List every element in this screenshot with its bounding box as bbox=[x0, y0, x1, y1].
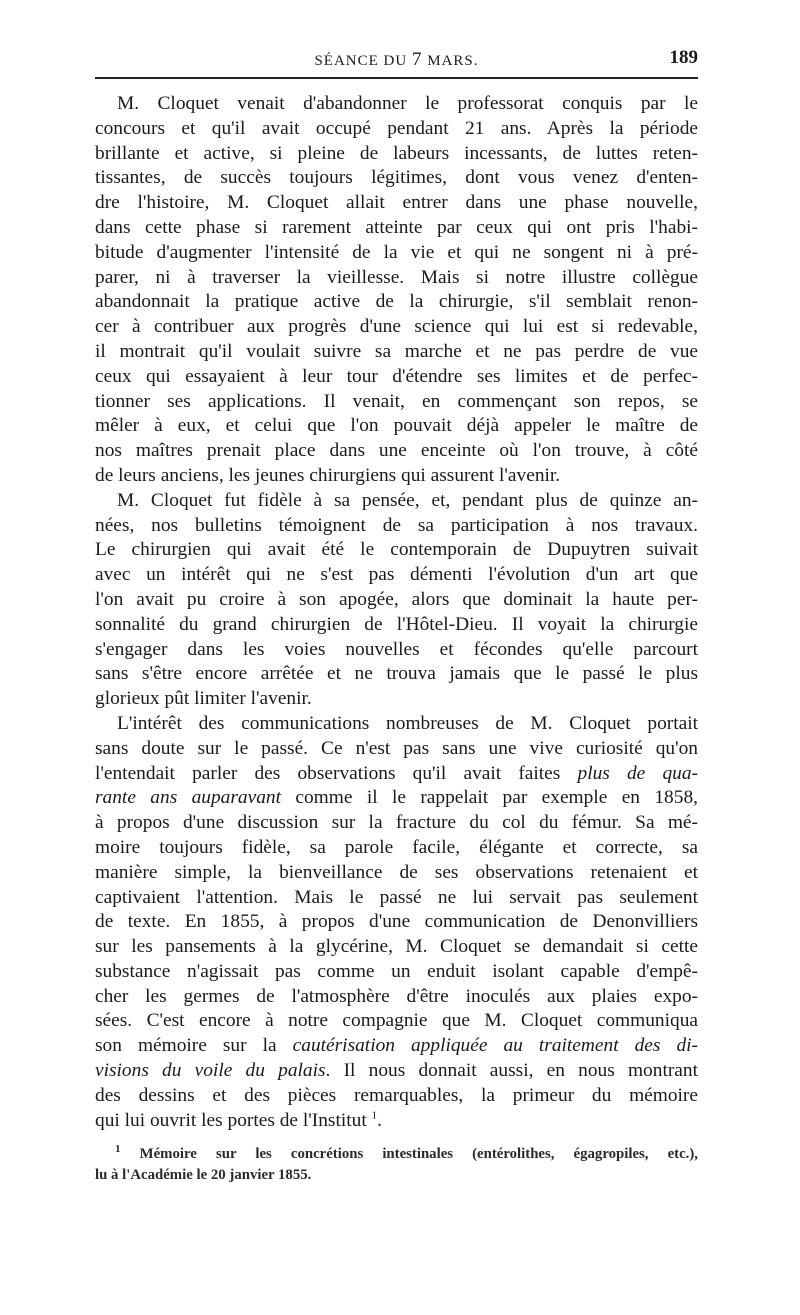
footnote-line: lu à l'Académie le 20 janvier 1855. bbox=[95, 1167, 312, 1183]
text-line bbox=[95, 786, 698, 811]
text-line: tissantes, de succès toujours légitimes, dont vous venez d'enten- bbox=[95, 167, 698, 189]
text-run: son mémoire sur la bbox=[95, 1035, 277, 1057]
paragraph-1 bbox=[95, 92, 698, 489]
paragraph-3 bbox=[95, 712, 698, 1134]
text-line: cher les germes de l'atmosphère d'être inoculés aux plaies expo- bbox=[95, 985, 698, 1007]
footnote-line bbox=[95, 1144, 698, 1165]
text-line: cer à contribuer aux progrès d'une science qui lui est si redevable, bbox=[95, 316, 698, 338]
text-run: . Il nous donnait aussi, en nous montrant bbox=[325, 1060, 698, 1082]
footnote-reference: 1 bbox=[371, 1109, 378, 1122]
text-line: M. Cloquet fut fidèle à sa pensée, et, pendant plus de quinze an- bbox=[117, 489, 698, 511]
text-line: nées, nos bulletins témoignent de sa participation à nos travaux. bbox=[95, 514, 698, 536]
page-number: 189 bbox=[669, 47, 698, 68]
text-line: Le chirurgien qui avait été le contemporain de Dupuytren suivait bbox=[95, 539, 698, 561]
running-title-part2: MARS. bbox=[422, 53, 479, 69]
text-line: L'intérêt des communications nombreuses de M. Cloquet portait bbox=[117, 712, 698, 734]
text-line bbox=[95, 1059, 698, 1084]
text-line: de leurs anciens, les jeunes chirurgiens qui assurent l'avenir. bbox=[95, 464, 561, 486]
text-line: abandonnait la pratique active de la chirurgie, s'il semblait renon- bbox=[95, 291, 698, 313]
text-line bbox=[95, 1109, 698, 1134]
text-line: substance n'agissait pas comme un enduit isolant capable d'empê- bbox=[95, 960, 698, 982]
text-line: dans cette phase si rarement atteinte par ceux qui ont pris l'habi- bbox=[95, 216, 698, 238]
text-line: tionner ses applications. Il venait, en commençant son repos, se bbox=[95, 390, 698, 412]
italic-text: plus de qua- bbox=[577, 762, 698, 784]
text-run: comme il le rappelait par exemple en 1858, bbox=[281, 787, 698, 809]
text-line: moire toujours fidèle, sa parole facile, élégante et correcte, sa bbox=[95, 836, 698, 858]
text-line bbox=[95, 762, 698, 787]
footnote bbox=[95, 1144, 698, 1186]
text-line: à propos d'une discussion sur la fracture du col du fémur. Sa mé- bbox=[95, 812, 698, 834]
text-line: avec un intérêt qui ne s'est pas démenti l'évolution d'un art que bbox=[95, 564, 698, 586]
text-run: l'entendait parler des observations qu'il avait faites bbox=[95, 762, 561, 784]
text-line: concours et qu'il avait occupé pendant 21 ans. Après la période bbox=[95, 117, 698, 139]
italic-text: visions du voile du palais bbox=[95, 1060, 326, 1082]
running-title bbox=[95, 49, 698, 71]
text-line: de texte. En 1855, à propos d'une communication de Denonvilliers bbox=[95, 911, 698, 933]
text-line: des dessins et des pièces remarquables, la primeur du mémoire bbox=[95, 1084, 698, 1106]
text-line: sans s'être encore arrêtée et ne trouva jamais que le passé le plus bbox=[95, 663, 698, 685]
text-line: captivaient l'attention. Mais le passé ne lui servait pas seulement bbox=[95, 886, 698, 908]
text-line: glorieux pût limiter l'avenir. bbox=[95, 688, 312, 710]
running-title-number: 7 bbox=[411, 49, 423, 70]
footnote-marker: 1 bbox=[115, 1143, 121, 1156]
text-line: s'engager dans les voies nouvelles et fécondes qu'elle parcourt bbox=[95, 638, 698, 660]
text-line: sur les pansements à la glycérine, M. Cloquet se demandait si cette bbox=[95, 936, 698, 958]
header-rule bbox=[95, 77, 698, 79]
paragraph-2 bbox=[95, 489, 698, 712]
italic-text: cautérisation appliquée au traitement des di- bbox=[292, 1035, 699, 1057]
running-header bbox=[95, 47, 698, 77]
text-line: parer, ni à traverser la vieillesse. Mais si notre illustre collègue bbox=[95, 266, 698, 288]
text-line: sonnalité du grand chirurgien de l'Hôtel-Dieu. Il voyait la chirurgie bbox=[95, 613, 698, 635]
text-line: ceux qui essayaient à leur tour d'étendre ses limites et de perfec- bbox=[95, 365, 698, 387]
text-line: l'on avait pu croire à son apogée, alors que dominait la haute per- bbox=[95, 588, 698, 610]
footnote-text: Mémoire sur les concrétions intestinales (entérolithes, égagropiles, etc.), bbox=[120, 1146, 698, 1162]
text-line: brillante et active, si pleine de labeurs incessants, de luttes reten- bbox=[95, 142, 698, 164]
running-title-part1: SÉANCE DU bbox=[314, 53, 412, 69]
text-run: qui lui ouvrit les portes de l'Institut bbox=[95, 1109, 367, 1131]
text-line: bitude d'augmenter l'intensité de la vie et qui ne songent ni à pré- bbox=[95, 241, 698, 263]
text-line: M. Cloquet venait d'abandonner le professorat conquis par le bbox=[117, 93, 698, 114]
text-line: sées. C'est encore à notre compagnie que M. Cloquet communiqua bbox=[95, 1010, 698, 1032]
text-line: mêler à eux, et celui que l'on pouvait déjà appeler le maître de bbox=[95, 415, 698, 437]
text-line: nos maîtres prenait place dans une enceinte où l'on trouve, à côté bbox=[95, 440, 698, 462]
text-line: sans doute sur le passé. Ce n'est pas sans une vive curiosité qu'on bbox=[95, 737, 698, 759]
text-line: dre l'histoire, M. Cloquet allait entrer dans une phase nouvelle, bbox=[95, 192, 698, 214]
text-line bbox=[95, 1034, 698, 1059]
text-line: il montrait qu'il voulait suivre sa marche et ne pas perdre de vue bbox=[95, 340, 698, 362]
body-text bbox=[95, 92, 698, 1133]
italic-text: rante ans auparavant bbox=[95, 787, 282, 809]
text-line: manière simple, la bienveillance de ses observations retenaient et bbox=[95, 861, 698, 883]
text-run: . bbox=[377, 1109, 382, 1131]
